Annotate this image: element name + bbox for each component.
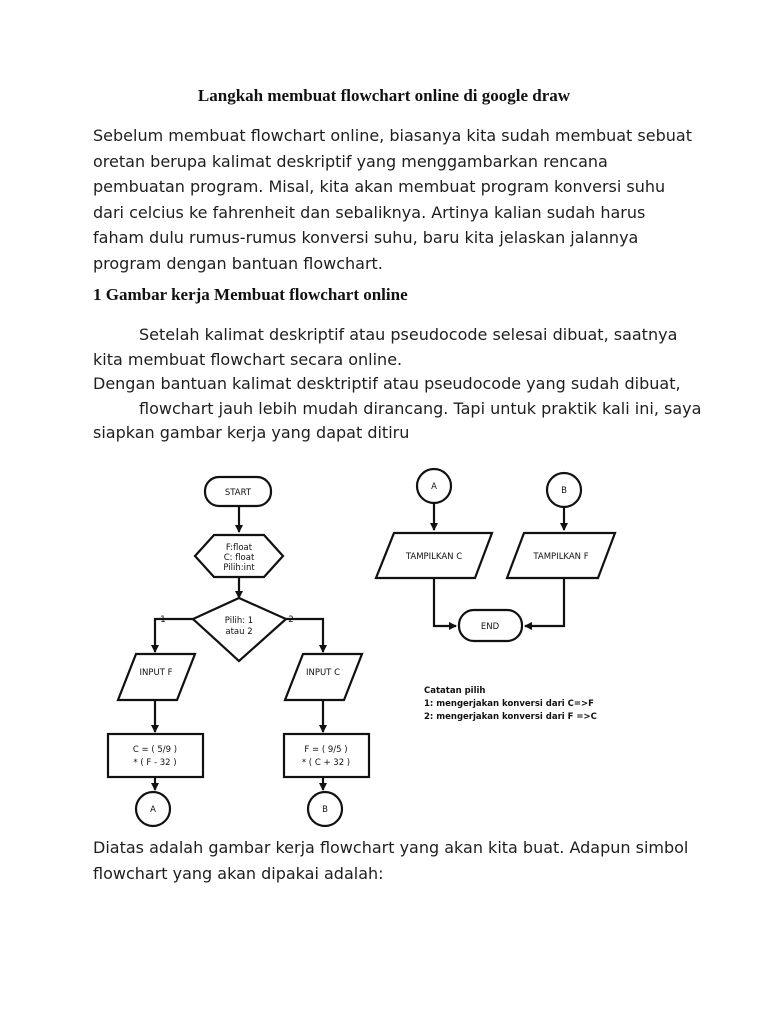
end-label: END <box>480 622 500 632</box>
start-label: START <box>224 488 252 498</box>
section-line: flowchart jauh lebih mudah dirancang. Tapi untuk praktik kali ini, saya <box>139 398 702 418</box>
document-title: Langkah membuat flowchart online di google draw <box>197 86 571 105</box>
flowchart-figure <box>0 460 768 830</box>
connector-a-label: A <box>431 482 437 492</box>
show-c-label: TAMPILKAN C <box>405 552 463 562</box>
declare-label: C: float <box>223 553 255 563</box>
show-f-label: TAMPILKAN F <box>533 552 589 562</box>
decision-label: atau 2 <box>225 627 253 637</box>
notes-title: Catatan pilih <box>424 686 486 696</box>
connector-a-label: A <box>150 805 156 815</box>
calc-c-label: C = ( 5/9 ) <box>132 745 178 755</box>
input-f-label: INPUT F <box>139 668 173 678</box>
decision-label: Pilih: 1 <box>224 616 254 626</box>
calc-f-label: F = ( 9/5 ) <box>304 745 348 755</box>
closing-paragraph: Diatas adalah gambar kerja flowchart yang akan kita buat. Adapun simbol flowchart yang akan dipakai adalah: <box>93 838 689 883</box>
section-line: kita membuat flowchart secara online. <box>93 349 403 369</box>
calc-c-process <box>108 734 203 777</box>
calc-f-label: * ( C + 32 ) <box>301 758 351 768</box>
connector-b-label: B <box>561 486 567 496</box>
input-c-label: INPUT C <box>305 668 341 678</box>
branch-1-label: 1 <box>160 615 166 625</box>
declare-label: Pilih:int <box>223 563 255 573</box>
notes-line: 1: mengerjakan konversi dari C=>F <box>424 699 594 709</box>
intro-paragraph: Sebelum membuat flowchart online, biasanya kita sudah membuat sebuat oretan berupa kalimat deskriptif yang menggambarkan rencana pembuatan program. Misal, kita akan membuat program konversi suhu dari celcius ke fahrenheit dan sebaliknya. Artinya kalian sudah harus faham dulu rumus-rumus konversi suhu, baru kita jelaskan jalannya program dengan bantuan flowchart. <box>93 126 692 273</box>
section-heading: 1 Gambar kerja Membuat flowchart online <box>93 285 408 304</box>
section-line: siapkan gambar kerja yang dapat ditiru <box>93 423 410 442</box>
section-line: Setelah kalimat deskriptif atau pseudocode selesai dibuat, saatnya <box>139 325 678 344</box>
calc-f-process <box>284 734 369 777</box>
declare-label: F:float <box>225 543 253 553</box>
branch-2-label: 2 <box>288 615 294 625</box>
section-paragraph <box>93 323 713 446</box>
calc-c-label: * ( F - 32 ) <box>133 758 177 768</box>
section-line: Dengan bantuan kalimat desktriptif atau pseudocode yang sudah dibuat, <box>93 374 681 393</box>
flow-arrow <box>434 577 456 626</box>
connector-b-label: B <box>322 805 328 815</box>
flow-arrow <box>525 577 564 626</box>
notes-line: 2: mengerjakan konversi dari F =>C <box>424 712 597 722</box>
